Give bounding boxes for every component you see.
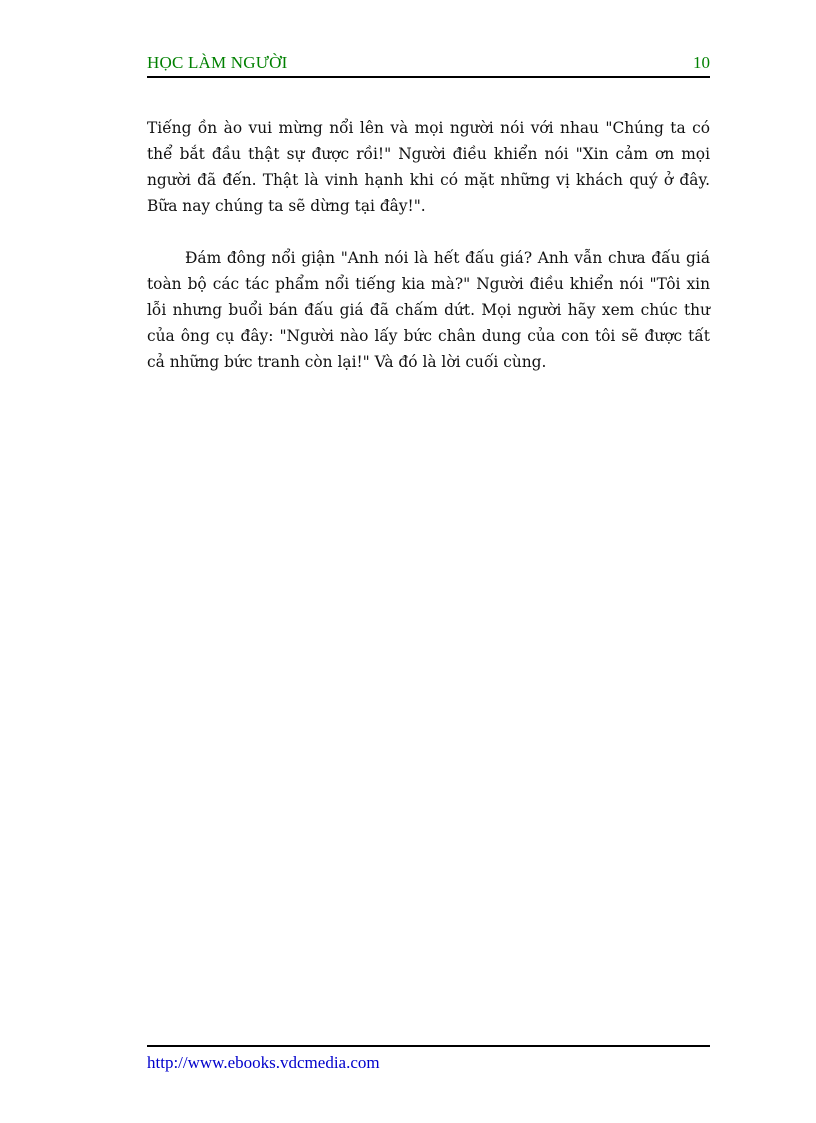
paragraph: Đám đông nổi giận "Anh nói là hết đấu giá? Anh vẫn chưa đấu giá toàn bộ các tác phẩm nổi tiếng kia mà?" Người điều khiển nói "Tôi xin lỗi nhưng buổi bán đấu giá đã chấm dứt. Mọi người hãy xem chúc thư của ông cụ đây: "Người nào lấy bức chân dung của con tôi sẽ được tất cả những bức tranh còn lại!" Và đó là lời cuối cùng. — [147, 249, 710, 371]
page-footer — [147, 1045, 710, 1073]
paragraph: Tiếng ồn ào vui mừng nổi lên và mọi người nói với nhau "Chúng ta có thể bắt đầu thật sự được rồi!" Người điều khiển nói "Xin cảm ơn mọi người đã đến. Thật là vinh hạnh khi có mặt những vị khách quý ở đây. Bữa nay chúng ta sẽ dừng tại đây!". — [147, 119, 710, 215]
page-number: 10 — [693, 53, 710, 72]
page-body — [147, 115, 710, 375]
website-link[interactable]: http://www.ebooks.vdcmedia.com — [147, 1053, 380, 1072]
page-header — [147, 50, 710, 78]
book-title: HỌC LÀM NGƯỜI — [147, 53, 288, 72]
